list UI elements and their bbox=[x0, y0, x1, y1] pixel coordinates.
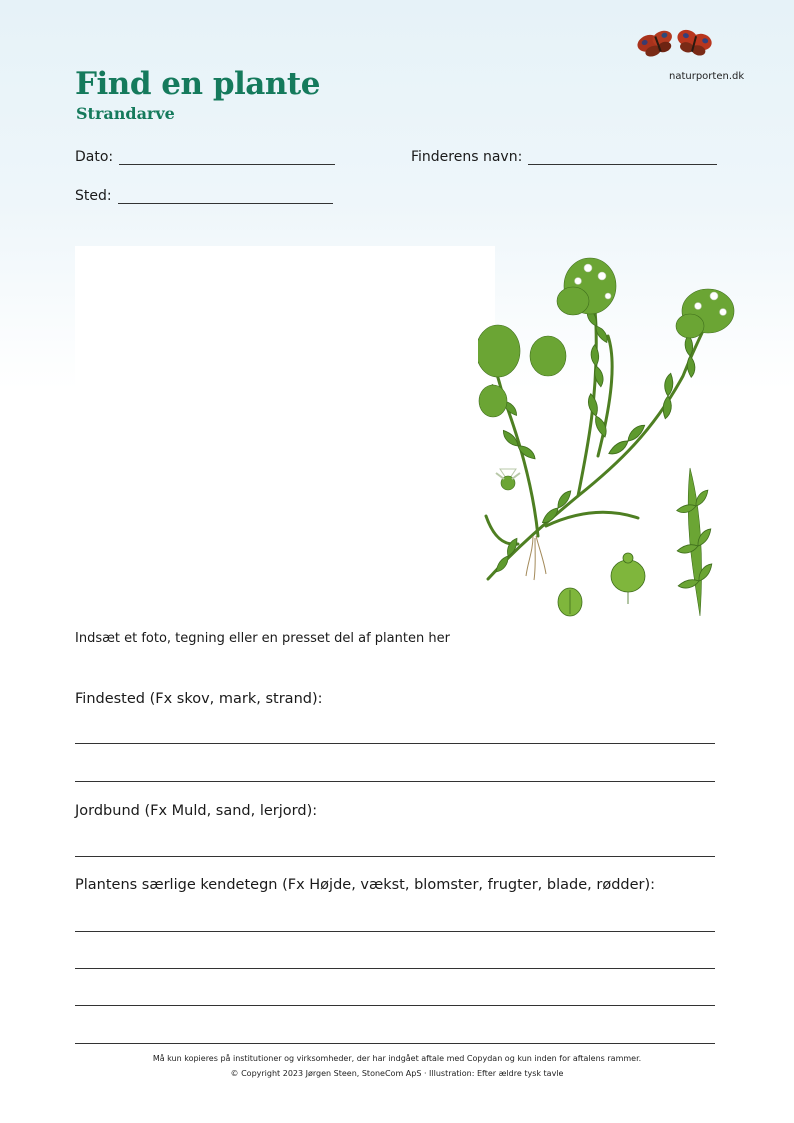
copy-notice: Må kun kopieres på institutioner og virksomheder, der har indgået aftale med Copydan og kun inden for aftalens rammer. bbox=[152, 1054, 642, 1063]
answer-line[interactable] bbox=[75, 781, 715, 782]
finder-name-label: Finderens navn: bbox=[411, 149, 523, 165]
place-label: Sted: bbox=[75, 188, 112, 204]
place-field[interactable] bbox=[75, 188, 333, 204]
location-question: Findested (Fx skov, mark, strand): bbox=[75, 691, 323, 707]
place-line[interactable] bbox=[118, 189, 333, 204]
finder-name-field[interactable] bbox=[411, 149, 717, 165]
date-line[interactable] bbox=[119, 150, 335, 165]
plant-illustration bbox=[478, 246, 744, 716]
answer-line[interactable] bbox=[75, 931, 715, 932]
features-question: Plantens særlige kendetegn (Fx Højde, vækst, blomster, frugter, blade, rødder): bbox=[75, 877, 656, 893]
answer-line[interactable] bbox=[75, 968, 715, 969]
answer-line[interactable] bbox=[75, 743, 715, 744]
page-subtitle: Strandarve bbox=[76, 104, 175, 123]
copyright: © Copyright 2023 Jørgen Steen, StoneCom ApS · Illustration: Efter ældre tysk tavle bbox=[230, 1069, 564, 1078]
butterfly-logo bbox=[636, 26, 716, 66]
answer-line[interactable] bbox=[75, 1043, 715, 1044]
answer-line[interactable] bbox=[75, 856, 715, 857]
page-title: Find en plante bbox=[75, 66, 320, 102]
site-url: naturporten.dk bbox=[669, 71, 745, 82]
photo-instruction: Indsæt et foto, tegning eller en presset del af planten her bbox=[75, 631, 450, 646]
finder-name-line[interactable] bbox=[528, 150, 717, 165]
date-label: Dato: bbox=[75, 149, 114, 165]
soil-question: Jordbund (Fx Muld, sand, lerjord): bbox=[75, 803, 318, 819]
date-field[interactable] bbox=[75, 149, 335, 165]
photo-area[interactable] bbox=[75, 246, 495, 616]
butterfly-icon bbox=[636, 26, 716, 62]
answer-line[interactable] bbox=[75, 1005, 715, 1006]
